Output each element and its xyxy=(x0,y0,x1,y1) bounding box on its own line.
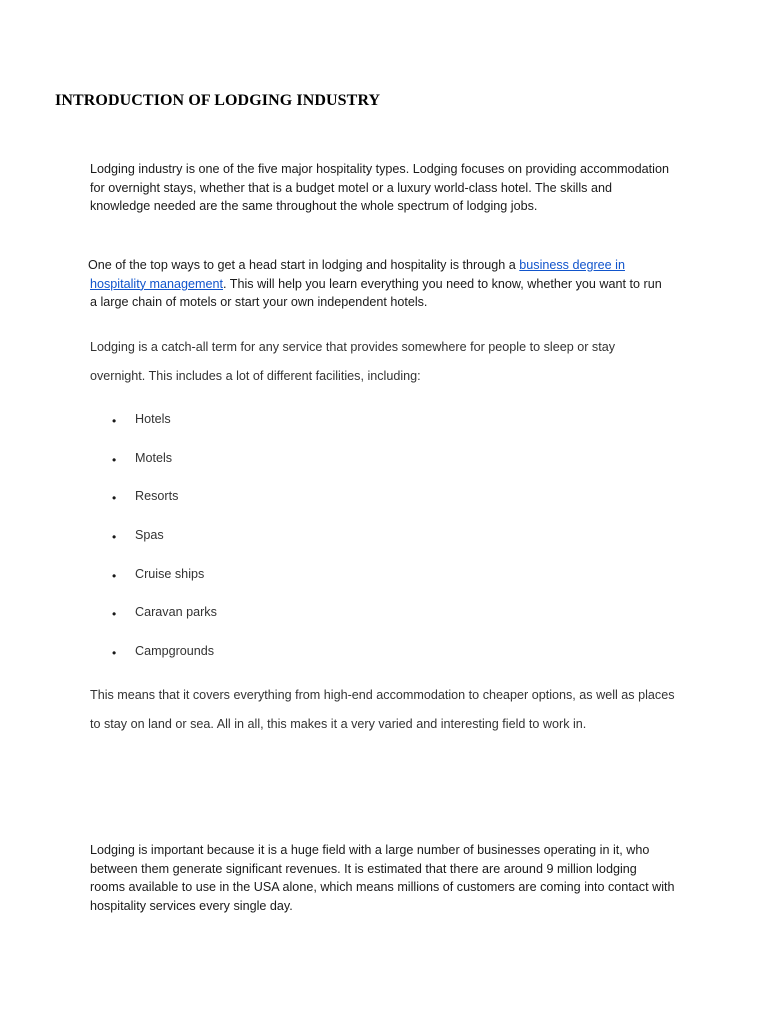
definition-paragraph xyxy=(90,333,682,391)
list-item-label: Caravan parks xyxy=(135,605,217,620)
bullet-icon: • xyxy=(112,568,117,583)
definition-line-2: overnight. This includes a lot of different facilities, including: xyxy=(90,369,421,383)
bullet-icon: • xyxy=(112,646,117,661)
link-text-part-1: business degree in xyxy=(519,258,625,272)
degree-line-1: One of the top ways to get a head start in lodging and hospitality is through a xyxy=(88,258,520,272)
list-item-label: Motels xyxy=(135,450,173,465)
definition-line-1: Lodging is a catch-all term for any service that provides somewhere for people to sleep or stay xyxy=(90,340,616,354)
coverage-line-2: to stay on land or sea. All in all, this makes it a very varied and interesting field to work in. xyxy=(90,717,587,731)
degree-line-2: . This will help you learn everything you need to know, whether you want to run xyxy=(223,276,662,291)
coverage-paragraph xyxy=(90,681,690,739)
degree-paragraph xyxy=(88,256,682,312)
bullet-icon: • xyxy=(112,530,117,545)
importance-line-1: Lodging is important because it is a huge field with a large number of businesses operating in it, who xyxy=(90,843,650,857)
link-text-part-2: hospitality management xyxy=(90,276,224,291)
importance-line-3: rooms available to use in the USA alone, which means millions of customers are coming into contact with xyxy=(90,880,675,895)
bullet-icon: • xyxy=(112,414,117,428)
list-item-label: Cruise ships xyxy=(135,566,205,581)
bullet-icon: • xyxy=(112,607,117,622)
intro-line-2: for overnight stays, whether that is a budget motel or a luxury world-class hotel. The skills and xyxy=(90,180,612,195)
list-item-label: Resorts xyxy=(135,489,179,504)
list-item-label: Hotels xyxy=(135,412,171,426)
coverage-line-1: This means that it covers everything from high-end accommodation to cheaper options, as well as places xyxy=(90,688,675,702)
page-title: INTRODUCTION OF LODGING INDUSTRY xyxy=(55,92,381,109)
list-item-label: Campgrounds xyxy=(135,644,215,659)
intro-line-1: Lodging industry is one of the five major hospitality types. Lodging focuses on providing accommodation xyxy=(90,162,669,176)
hospitality-degree-link[interactable] xyxy=(519,258,625,272)
bullet-icon: • xyxy=(112,452,117,467)
list-item-label: Spas xyxy=(135,528,164,543)
intro-line-3: knowledge needed are the same throughout the whole spectrum of lodging jobs. xyxy=(90,199,538,214)
importance-line-2: between them generate significant revenues. It is estimated that there are around 9 million lodging xyxy=(90,861,637,876)
degree-line-3: a large chain of motels or start your own independent hotels. xyxy=(90,295,428,310)
importance-paragraph xyxy=(90,841,682,915)
bullet-icon: • xyxy=(112,491,117,506)
intro-paragraph xyxy=(90,160,682,216)
hospitality-degree-link-continued[interactable] xyxy=(90,277,223,291)
importance-line-4: hospitality services every single day. xyxy=(90,898,293,913)
